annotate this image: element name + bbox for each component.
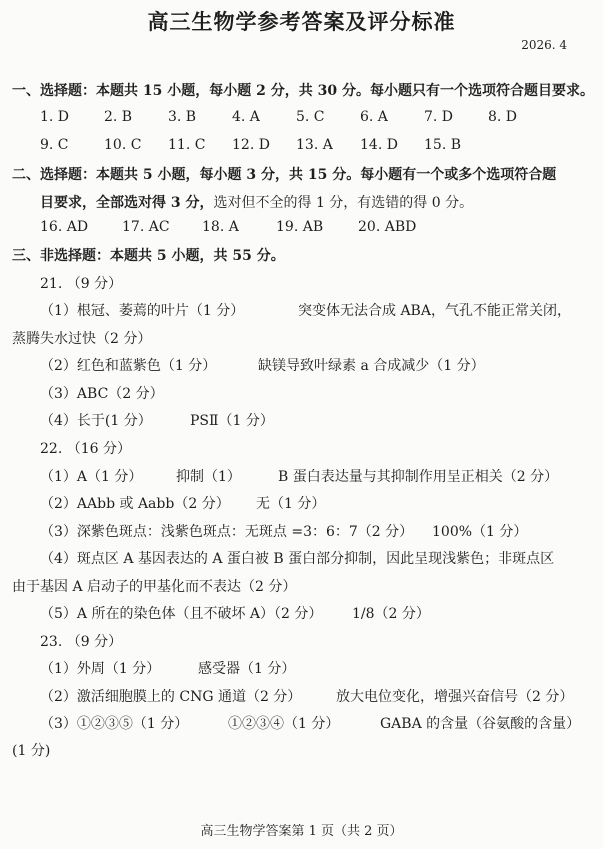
exam-date: 2026. 4 [521, 38, 567, 52]
q22-answer-5-part2: 1/8（2 分） [352, 606, 430, 622]
part2-heading-line2 [40, 192, 473, 212]
page-title: 高三生物学参考答案及评分标准 [147, 9, 456, 34]
q23-answer-1-part1: （1）外周（1 分） [40, 661, 161, 677]
q22-answer-2-part1: （2）AAbb 或 Aabb（2 分） [40, 496, 230, 512]
part2-heading-rest: 选对但不全的得 1 分，有选错的得 0 分。 [213, 195, 474, 211]
part1-answers-row1 [40, 109, 517, 125]
q22-answer-3-part1: （3）深紫色斑点：浅紫色斑点：无斑点 =3：6：7（2 分） [40, 524, 414, 540]
answer-4: 4. A [232, 109, 260, 125]
part1-answers-row2 [40, 137, 461, 153]
q21-answer-1-part3: 蒸腾失水过快（2 分） [12, 331, 152, 347]
q22-answer-1-part1: （1）A（1 分） [40, 469, 143, 485]
part3-heading: 三、非选择题：本题共 5 小题，共 55 分。 [12, 248, 285, 264]
q21-answer-2-part1: （2）红色和蓝紫色（1 分） [40, 358, 217, 374]
q21-heading: 21. （9 分） [40, 276, 123, 292]
answer-10: 10. C [104, 137, 142, 153]
answer-11: 11. C [168, 137, 206, 153]
q22-answer-4-part1: （4）斑点区 A 基因表达的 A 蛋白被 B 蛋白部分抑制，因此呈现浅紫色；非斑点区 [40, 551, 555, 567]
answer-9: 9. C [40, 137, 69, 153]
answer-15: 15. B [424, 137, 462, 153]
answer-16: 16. AD [40, 219, 89, 235]
answer-20: 20. ABD [358, 219, 417, 235]
q21-answer-1-part2: 突变体无法合成 ABA，气孔不能正常关闭， [298, 303, 571, 319]
q21-answer-4-part2: PSⅡ（1 分） [190, 413, 274, 429]
part1-heading: 一、选择题：本题共 15 小题，每小题 2 分，共 30 分。每小题只有一个选项符合题目要求。 [12, 83, 594, 99]
answer-12: 12. D [232, 137, 270, 153]
q22-answer-1-part2: 抑制（1） [176, 469, 241, 485]
q22-answer-4-part2: 由于基因 A 启动子的甲基化而不表达（2 分） [12, 579, 297, 595]
answer-17: 17. AC [122, 219, 170, 235]
q23-answer-3-part3: GABA 的含量（谷氨酸的含量） [380, 716, 581, 732]
q23-answer-3-part2: ①②③④（1 分） [228, 716, 340, 732]
answer-7: 7. D [424, 109, 454, 125]
answer-1: 1. D [40, 109, 70, 125]
q22-answer-3-part2: 100%（1 分） [432, 524, 528, 540]
q23-answer-3-part4: (1 分) [12, 743, 51, 759]
answer-5: 5. C [296, 109, 325, 125]
answer-18: 18. A [202, 219, 239, 235]
q22-answer-5-part1: （5）A 所在的染色体（且不破坏 A）（2 分） [40, 606, 323, 622]
q23-answer-2-part1: （2）激活细胞膜上的 CNG 通道（2 分） [40, 689, 302, 705]
q21-answer-1-part1: （1）根冠、萎蔫的叶片（1 分） [40, 303, 245, 319]
answer-2: 2. B [104, 109, 133, 125]
answer-19: 19. AB [276, 219, 324, 235]
q23-answer-3-part1: （3）①②③⑤（1 分） [40, 716, 189, 732]
q23-heading: 23. （9 分） [40, 634, 123, 650]
answer-14: 14. D [360, 137, 398, 153]
answer-13: 13. A [296, 137, 333, 153]
q22-heading: 22. （16 分） [40, 441, 131, 457]
part2-heading-line1: 二、选择题：本题共 5 小题，每小题 3 分，共 15 分。每小题有一个或多个选项符合题 [12, 167, 557, 183]
q23-answer-2-part2: 放大电位变化，增强兴奋信号（2 分） [336, 689, 574, 705]
q22-answer-1-part3: B 蛋白表达量与其抑制作用呈正相关（2 分） [278, 469, 559, 485]
answer-3: 3. B [168, 109, 197, 125]
q21-answer-4-part1: （4）长于(1 分） [40, 413, 152, 429]
q21-answer-2-part2: 缺镁导致叶绿素 a 合成减少（1 分） [258, 358, 485, 374]
q23-answer-1-part2: 感受器（1 分） [198, 661, 296, 677]
part2-answers-row [40, 219, 416, 235]
answer-8: 8. D [488, 109, 518, 125]
q21-answer-3: （3）ABC（2 分） [40, 386, 164, 402]
q22-answer-2-part2: 无（1 分） [256, 496, 326, 512]
answer-6: 6. A [360, 109, 388, 125]
part2-heading-bold: 目要求，全部选对得 3 分， [40, 195, 214, 211]
page-footer: 高三生物学答案第 1 页（共 2 页） [200, 824, 403, 839]
